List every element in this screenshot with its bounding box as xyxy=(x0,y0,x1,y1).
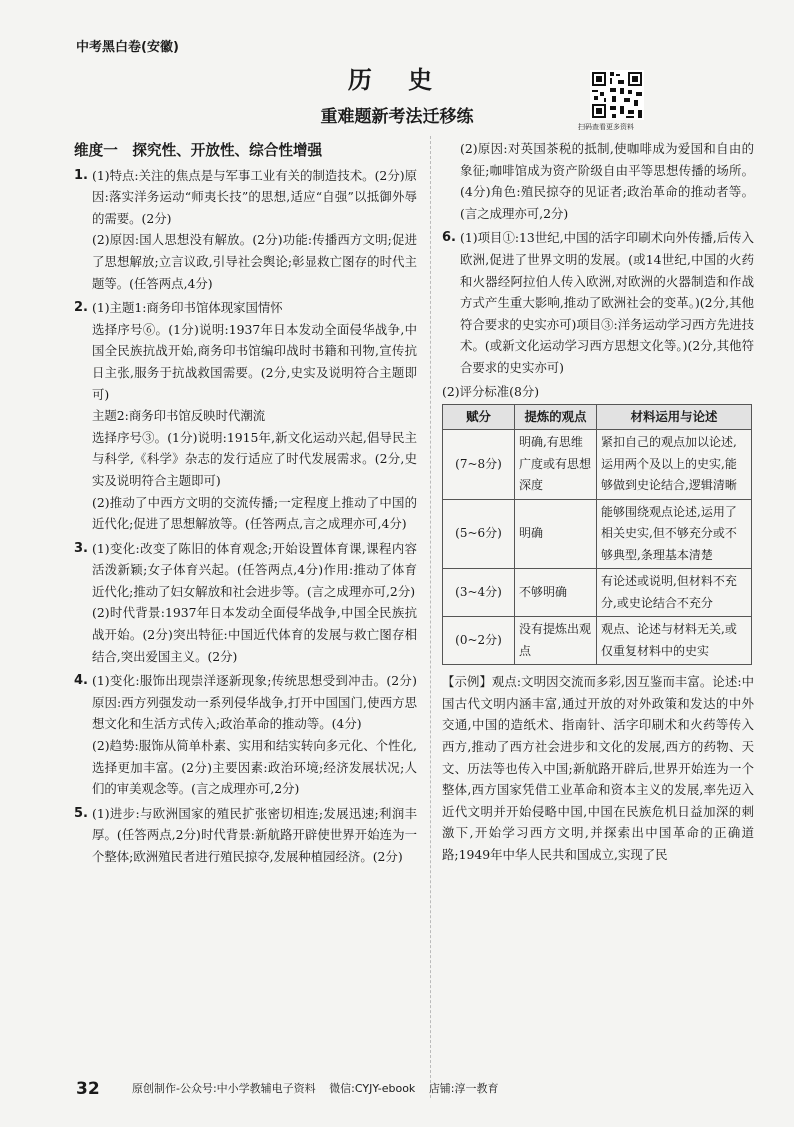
item-number: 3. xyxy=(74,540,88,556)
table-header-row xyxy=(443,405,752,430)
column-divider xyxy=(430,136,431,1098)
score-cell: (0~2分) xyxy=(443,617,515,665)
page-title: 历 史 xyxy=(347,65,447,94)
score-cell: (3~4分) xyxy=(443,569,515,617)
table-row xyxy=(443,430,752,500)
score-cell: (5~6分) xyxy=(443,499,515,569)
column-header: 材料运用与论述 xyxy=(597,405,752,430)
footer-origin: 原创制作-公众号:中小学教辅电子资料 xyxy=(132,1082,316,1095)
book-label: 中考黑白卷(安徽) xyxy=(76,40,179,55)
table-row xyxy=(443,617,752,665)
viewpoint-cell: 明确,有思维广度或有思想深度 xyxy=(515,430,597,500)
answer-text: 选择序号③。(1分)说明:1915年,新文化运动兴起,倡导民主与科学,《科学》杂志的发行适应了时代发展需求。(2分,史实及说明符合主题即可) xyxy=(92,429,417,488)
page-number: 32 xyxy=(76,1079,100,1099)
answer-item-3 xyxy=(74,538,417,668)
score-cell: (7~8分) xyxy=(443,430,515,500)
argument-cell: 观点、论述与材料无关,或仅重复材料中的史实 xyxy=(597,617,752,665)
answer-item-1 xyxy=(74,165,417,295)
answer-text: (1)项目①:13世纪,中国的活字印刷术向外传播,后传入欧洲,促进了世界文明的发展。(或14世纪,中国的火药和火器经阿拉伯人传入欧洲,对欧洲的火器制造和作战方式产生重大影响,推动了欧洲社会的变革。)(2分,其他符合要求的史实亦可)项目③:洋务运动学习西方先进技术。(或新文化运动学习西方思想文化等。)(2分,其他符合要求的史实亦可) xyxy=(460,230,754,375)
table-row xyxy=(443,499,752,569)
answer-text: (2)原因:对英国茶税的抵制,使咖啡成为爱国和自由的象征;咖啡馆成为资产阶级自由平等思想传播的场所。(4分)角色:殖民掠夺的见证者;政治革命的推动者等。(言之成理亦可,2分) xyxy=(460,141,754,221)
answer-text: (1)变化:服饰出现崇洋逐新现象;传统思想受到冲击。(2分)原因:西方列强发动一系列侵华战争,打开中国国门,使西方思想文化和生活方式传入;政治革命的推动等。(4分) xyxy=(92,673,417,732)
section-heading: 维度一 探究性、开放性、综合性增强 xyxy=(74,142,323,159)
footer-wechat: 微信:CYJY-ebook xyxy=(329,1082,416,1095)
footer-shop: 店铺:淳一教育 xyxy=(428,1082,499,1095)
answer-text: (2)时代背景:1937年日本发动全面侵华战争,中国全民族抗战开始。(2分)突出特征:中国近代体育的发展与救亡图存相结合,突出爱国主义。(2分) xyxy=(92,605,417,664)
viewpoint-cell: 没有提炼出观点 xyxy=(515,617,597,665)
answer-text: (1)主题1:商务印书馆体现家国情怀 xyxy=(92,300,283,316)
answer-item-2 xyxy=(74,297,417,535)
answer-item-6 xyxy=(442,227,754,378)
item-number: 1. xyxy=(74,167,88,183)
answer-text: (2)趋势:服饰从简单朴素、实用和结实转向多元化、个性化,选择更加丰富。(2分)主要因素:政治环境;经济发展状况;人们的审美观念等。(言之成理亦可,2分) xyxy=(92,738,417,797)
answer-item-4 xyxy=(74,670,417,800)
qr-caption: 扫码查看更多资料 xyxy=(578,123,634,131)
answer-text: (1)进步:与欧洲国家的殖民扩张密切相连;发展迅速;利润丰厚。(任答两点,2分)时代背景:新航路开辟使世界开始连为一个整体;欧洲殖民者进行殖民掠夺,发展种植园经济。(2分) xyxy=(92,805,417,864)
viewpoint-cell: 明确 xyxy=(515,499,597,569)
argument-cell: 有论述或说明,但材料不充分,或史论结合不充分 xyxy=(597,569,752,617)
column-header: 提炼的观点 xyxy=(515,405,597,430)
item-number: 5. xyxy=(74,805,88,821)
page-subtitle: 重难题新考法迁移练 xyxy=(320,107,474,127)
scoring-table xyxy=(442,404,752,665)
answer-text: (2)推动了中西方文明的交流传播;一定程度上推动了中国的近代化;促进了思想解放等。(任答两点,言之成理亦可,4分) xyxy=(92,494,417,532)
answer-text: (1)变化:改变了陈旧的体育观念;开始设置体育课,课程内容活泼新颖;女子体育兴起。(任答两点,4分)作用:推动了体育近代化;推动了妇女解放和社会进步等。(言之成理亦可,2分) xyxy=(92,540,417,599)
answer-item-5 xyxy=(74,803,417,868)
answer-text: 主题2:商务印书馆反映时代潮流 xyxy=(92,408,266,424)
right-column xyxy=(442,138,754,865)
item-number: 4. xyxy=(74,673,88,689)
answer-text: (2)原因:国人思想没有解放。(2分)功能:传播西方文明;促进了思想解放;立言议政,引导社会舆论;彰显救亡图存的时代主题等。(任答两点,4分) xyxy=(92,232,417,291)
footer-credit xyxy=(132,1080,752,1096)
answer-text: 选择序号⑥。(1分)说明:1937年日本发动全面侵华战争,中国全民族抗战开始,商务印书馆编印战时书籍和刊物,宣传抗日主张,服务于抗战救国需要。(2分,史实及说明符合主题即可) xyxy=(92,321,417,402)
viewpoint-cell: 不够明确 xyxy=(515,569,597,617)
answer-item-5-continued xyxy=(442,138,754,224)
example-answer: 【示例】观点:文明因交流而多彩,因互鉴而丰富。论述:中国古代文明内涵丰富,通过开放的对外政策和发达的中外交通,中国的造纸术、指南针、活字印刷术和火药等传入西方,推动了西方社会进步和文化的发展,西方的药物、天文、历法等也传入中国;新航路开辟后,世界开始连为一个整体,西方国家凭借工业革命和资本主义的发展,率先迈入近代文明并开始侵略中国,中国在民族危机日益加深的刺激下,开始学习西方文明,并探索出中国革命的正确道路;1949年中华人民共和国成立,实现了民 xyxy=(442,674,754,862)
qr-code-icon[interactable] xyxy=(590,70,644,120)
argument-cell: 能够围绕观点论述,运用了相关史实,但不够充分或不够典型,条理基本清楚 xyxy=(597,499,752,569)
rubric-heading: (2)评分标准(8分) xyxy=(442,383,540,399)
column-header: 赋分 xyxy=(443,405,515,430)
item-number: 2. xyxy=(74,300,88,316)
argument-cell: 紧扣自己的观点加以论述,运用两个及以上的史实,能够做到史论结合,逻辑清晰 xyxy=(597,430,752,500)
item-number: 6. xyxy=(442,230,456,246)
left-column xyxy=(74,138,417,868)
table-row xyxy=(443,569,752,617)
answer-text: (1)特点:关注的焦点是与军事工业有关的制造技术。(2分)原因:落实洋务运动“师夷长技”的思想,适应“自强”以抵御外辱的需要。(2分) xyxy=(92,167,417,226)
